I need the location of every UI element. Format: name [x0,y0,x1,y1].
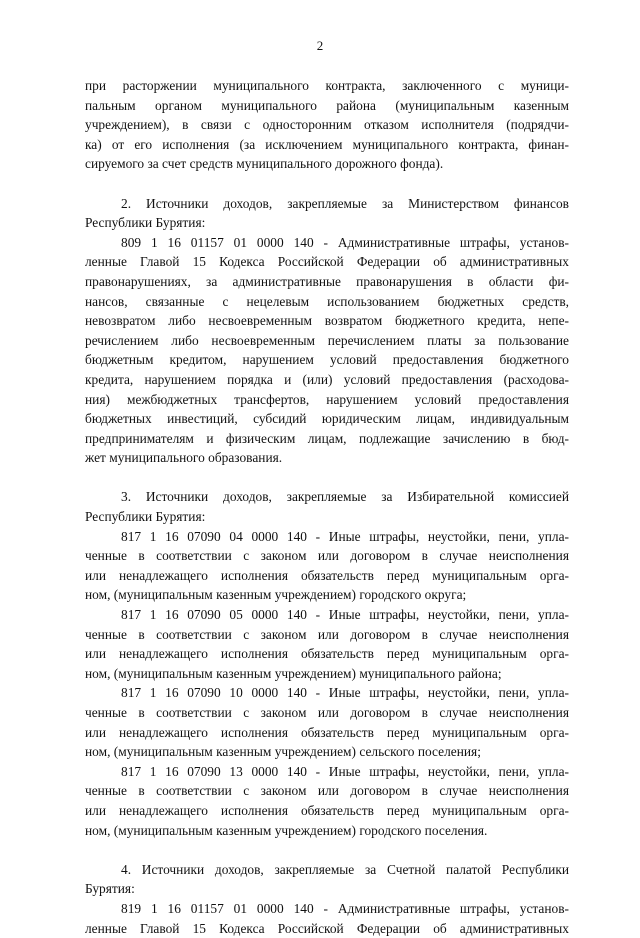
text-line: 4. Источники доходов, закрепляемые за Счетной палатой Республики [121,861,569,877]
paragraph [85,194,569,233]
text-line: Бурятия: [85,881,135,897]
text-line: при расторжении муниципального контракта, заключенного с муници- [85,78,569,93]
paragraph [85,487,569,526]
paragraph-gap [85,468,569,488]
text-line: ченные в соответствии с законом или договором в случае неисполнения [85,626,569,642]
paragraph [85,605,569,683]
text-line: кредита, нарушением порядка и (или) условий предоставления (расходова- [85,371,569,387]
text-line: ном, (муниципальным казенным учреждением) городского поселения. [85,822,488,838]
text-line: жет муниципального образования. [85,450,283,466]
text-line: ния) межбюджетных трансфертов, нарушением условий предоставления [85,391,569,407]
text-line: 817 1 16 07090 13 0000 140 - Иные штрафы, неустойки, пени, упла- [121,763,569,779]
text-line: ном, (муниципальным казенным учреждением) городского округа; [85,587,467,603]
text-line: или ненадлежащего исполнения обязательств перед муниципальным орга- [85,567,569,583]
text-line: ченные в соответствии с законом или договором в случае неисполнения [85,783,569,799]
text-line: предпринимателям и физическим лицам, подлежащие зачислению в бюд- [85,430,569,446]
text-line: ленные Главой 15 Кодекса Российской Федерации об административных [85,254,569,270]
text-line: бюджетных инвестиций, субсидий юридическим лицам, индивидуальным [85,411,569,427]
text-line: 817 1 16 07090 04 0000 140 - Иные штрафы, неустойки, пени, упла- [121,528,569,544]
text-line: невозвратом либо несвоевременным возвратом бюджетного кредита, непе- [85,313,569,329]
text-line: 817 1 16 07090 05 0000 140 - Иные штрафы, неустойки, пени, упла- [121,607,569,623]
text-line: пальным органом муниципального района (муниципальным казенным [85,97,569,113]
paragraph [85,233,569,468]
text-line: бюджетным кредитом, нарушением условий предоставления бюджетного [85,352,569,368]
text-line: речислением либо несвоевременным перечислением платы за пользование [85,332,569,348]
text-line: ном, (муниципальным казенным учреждением) сельского поселения; [85,744,481,760]
text-line: или ненадлежащего исполнения обязательств перед муниципальным орга- [85,646,569,662]
text-line: Республики Бурятия: [85,509,206,525]
text-line: 2. Источники доходов, закрепляемые за Министерством финансов [121,195,569,211]
text-line: ном, (муниципальным казенным учреждением) муниципального района; [85,665,502,681]
paragraph [85,762,569,840]
text-line: 819 1 16 01157 01 0000 140 - Административные штрафы, установ- [121,900,569,916]
document-body [85,76,569,938]
text-line: 817 1 16 07090 10 0000 140 - Иные штрафы, неустойки, пени, упла- [121,685,569,701]
text-line: 3. Источники доходов, закрепляемые за Избирательной комиссией [121,489,569,505]
text-line: учреждением), в связи с односторонним отказом исполнителя (подрядчи- [85,117,569,133]
text-line: правонарушениях, за административные правонарушения в области фи- [85,273,569,289]
paragraph [85,860,569,899]
paragraph-gap [85,174,569,194]
page-number: 2 [316,38,324,53]
text-line: 809 1 16 01157 01 0000 140 - Административные штрафы, установ- [121,234,569,250]
text-line: ка) от его исполнения (за исключением муниципального контракта, финан- [85,136,569,152]
text-line: сируемого за счет средств муниципального дорожного фонда). [85,156,444,172]
paragraph [85,527,569,605]
text-line: ленные Главой 15 Кодекса Российской Федерации об административных [85,920,569,936]
text-line: или ненадлежащего исполнения обязательств перед муниципальным орга- [85,724,569,740]
text-line: ченные в соответствии с законом или договором в случае неисполнения [85,548,569,564]
text-line: нансов, связанные с нецелевым использованием бюджетных средств, [85,293,569,309]
text-line: Республики Бурятия: [85,215,206,231]
text-line: ченные в соответствии с законом или договором в случае неисполнения [85,705,569,720]
paragraph-gap [85,840,569,860]
paragraph [85,76,569,174]
paragraph [85,683,569,761]
text-line: или ненадлежащего исполнения обязательств перед муниципальным орга- [85,802,569,818]
